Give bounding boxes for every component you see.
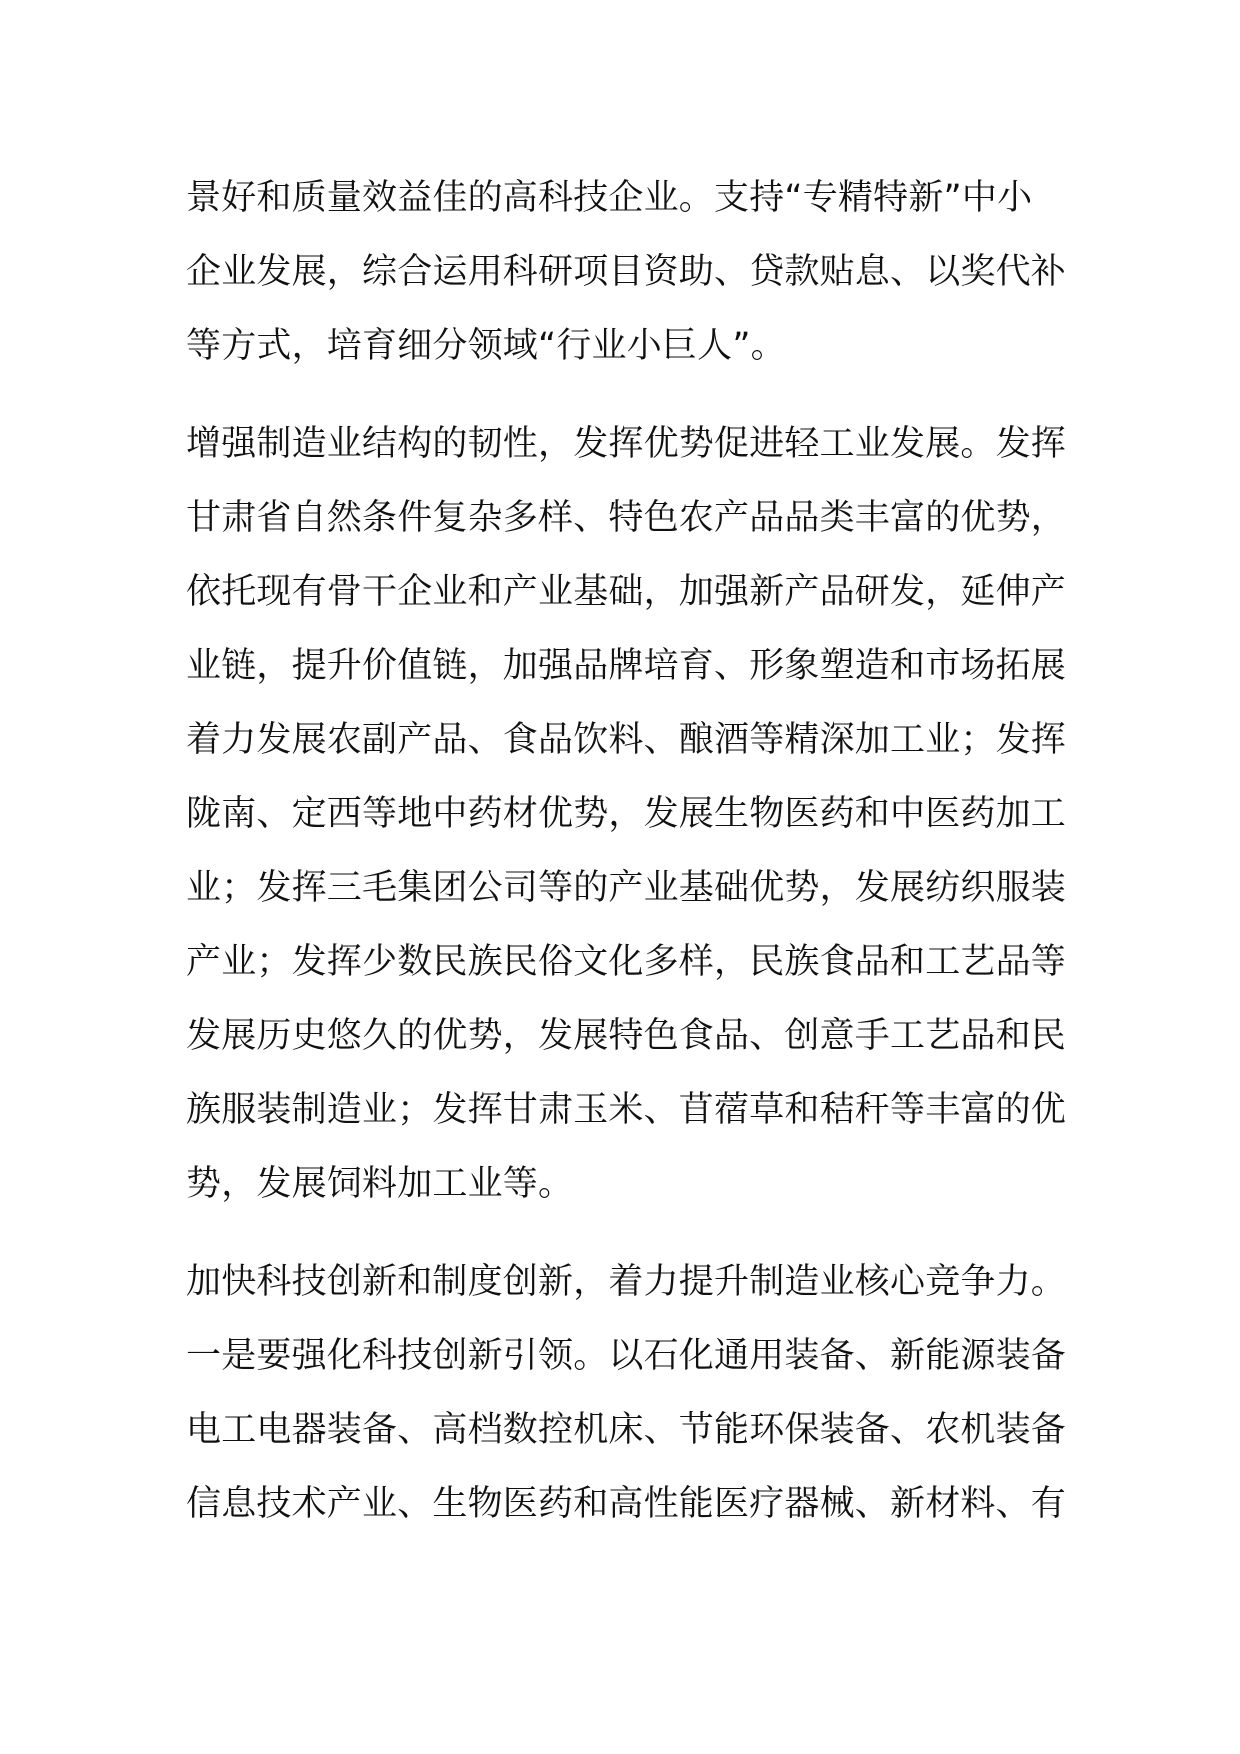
text-line: 业链，提升价值链，加强品牌培育、形象塑造和市场拓展 (186, 646, 1067, 686)
text-line: 景好和质量效益佳的高科技企业。支持“专精特新”中小 (186, 178, 1033, 218)
text-line: 企业发展，综合运用科研项目资助、贷款贴息、以奖代补 (186, 252, 1067, 292)
text-line: 势，发展饲料加工业等。 (186, 1164, 574, 1204)
paragraph-spacer (186, 383, 1086, 407)
text-line: 一是要强化科技创新引领。以石化通用装备、新能源装备 (186, 1336, 1067, 1376)
text-line: 信息技术产业、生物医药和高性能医疗器械、新材料、有 (186, 1484, 1067, 1524)
document-body (186, 161, 1086, 1541)
text-line: 电工电器装备、高档数控机床、节能环保装备、农机装备 (186, 1410, 1067, 1450)
text-line: 发展历史悠久的优势，发展特色食品、创意手工艺品和民 (186, 1016, 1067, 1056)
text-line: 产业；发挥少数民族民俗文化多样，民族食品和工艺品等 (186, 942, 1067, 982)
text-line: 甘肃省自然条件复杂多样、特色农产品品类丰富的优势， (186, 498, 1067, 538)
text-line: 陇南、定西等地中药材优势，发展生物医药和中医药加工 (186, 794, 1067, 834)
text-line: 等方式，培育细分领域“行业小巨人”。 (186, 326, 786, 366)
paragraph-spacer (186, 1221, 1086, 1245)
text-line: 业；发挥三毛集团公司等的产业基础优势，发展纺织服装 (186, 868, 1067, 908)
paragraph (186, 1245, 1086, 1541)
text-line: 加快科技创新和制度创新，着力提升制造业核心竞争力。 (186, 1262, 1067, 1302)
paragraph (186, 407, 1086, 1221)
text-line: 族服装制造业；发挥甘肃玉米、苜蓿草和秸秆等丰富的优 (186, 1090, 1067, 1130)
text-line: 依托现有骨干企业和产业基础，加强新产品研发，延伸产 (186, 572, 1067, 612)
paragraph (186, 161, 1086, 383)
text-line: 增强制造业结构的韧性，发挥优势促进轻工业发展。发挥 (186, 424, 1067, 464)
text-line: 着力发展农副产品、食品饮料、酿酒等精深加工业；发挥 (186, 720, 1067, 760)
